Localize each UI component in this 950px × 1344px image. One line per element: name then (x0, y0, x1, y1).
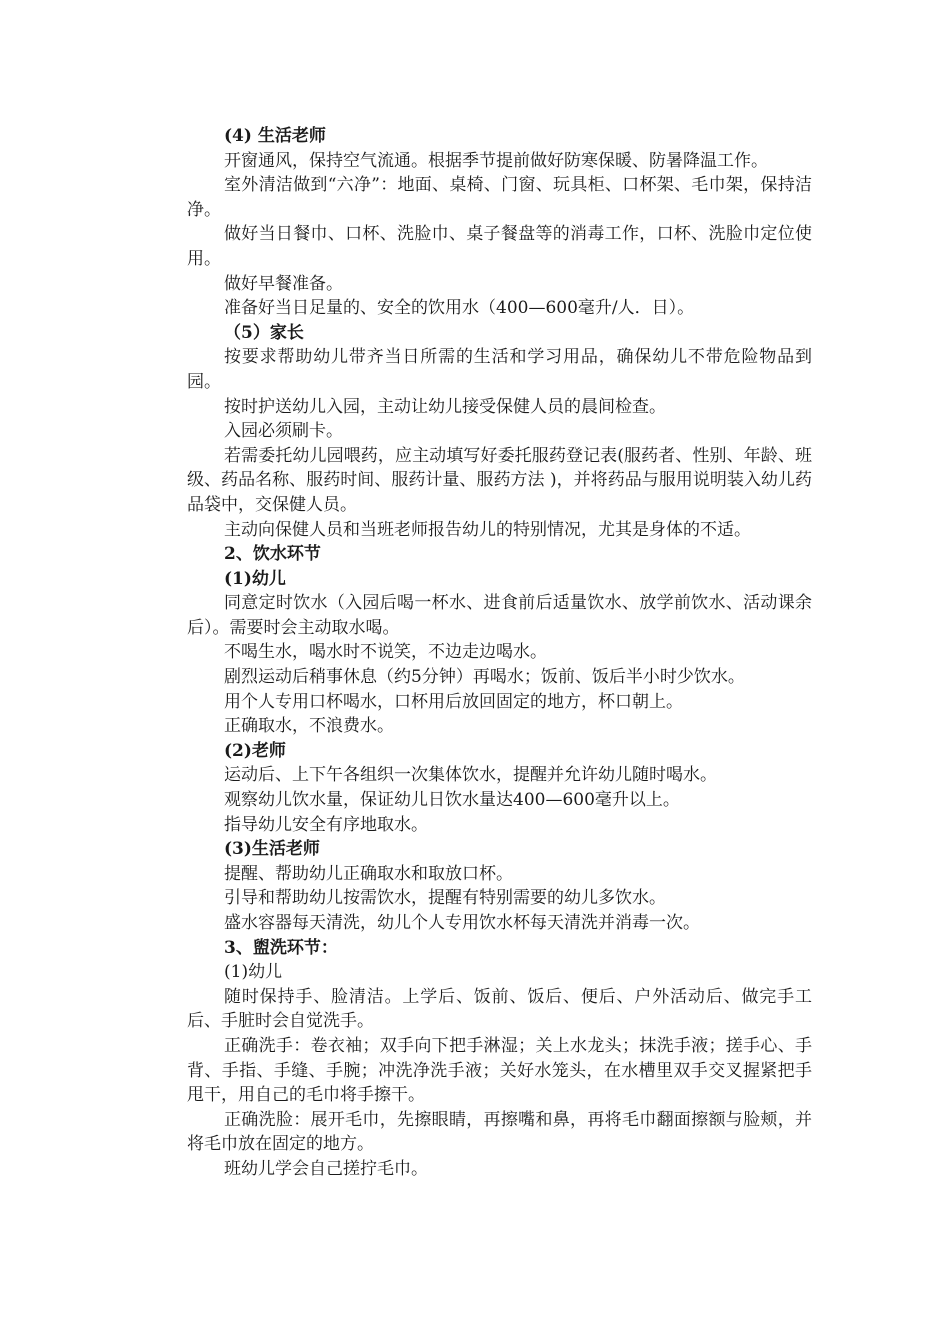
paragraph: 按时护送幼儿入园，主动让幼儿接受保健人员的晨间检查。 (224, 396, 666, 417)
paragraph: 不喝生水，喝水时不说笑，不边走边喝水。 (224, 642, 547, 663)
paragraph: 随时保持手、脸清洁。上学后、饭前、饭后、便后、户外活动后、做完手工后、手脏时会自觉洗手。 (187, 986, 812, 1032)
paragraph: 观察幼儿饮水量，保证幼儿日饮水量达400—600毫升以上。 (224, 790, 680, 811)
paragraph: 做好当日餐巾、口杯、洗脸巾、桌子餐盘等的消毒工作，口杯、洗脸巾定位使用。 (187, 224, 812, 269)
paragraph: 按要求帮助幼儿带齐当日所需的生活和学习用品，确保幼儿不带危险物品到园。 (187, 347, 812, 392)
paragraph: 班幼儿学会自己搓拧毛巾。 (224, 1158, 428, 1179)
paragraph: 主动向保健人员和当班老师报告幼儿的特别情况，尤其是身体的不适。 (224, 519, 751, 540)
subsection-heading: (1)幼儿 (224, 962, 283, 983)
paragraph: 盛水容器每天清洗，幼儿个人专用饮水杯每天清洗并消毒一次。 (224, 913, 700, 933)
paragraph: 入园必须刷卡。 (224, 421, 343, 442)
section-heading: （5）家长 (224, 322, 304, 343)
paragraph: 同意定时饮水（入园后喝一杯水、进食前后适量饮水、放学前饮水、活动课余后）。需要时会主动取水喝。 (187, 593, 812, 638)
section-heading: (3)生活老师 (224, 839, 320, 860)
paragraph: 剧烈运动后稍事休息（约5分钟）再喝水；饭前、饭后半小时少饮水。 (224, 667, 745, 688)
paragraph: 若需委托幼儿园喂药，应主动填写好委托服药登记表(服药者、性别、年龄、班级、药品名称、服药时间、服药计量、服药方法 )，并将药品与服用说明装入幼儿药品袋中，交保健人员。 (187, 445, 812, 515)
section-heading: 2、饮水环节 (224, 544, 321, 565)
paragraph: 指导幼儿安全有序地取水。 (224, 814, 428, 835)
paragraph: 正确洗脸：展开毛巾，先擦眼睛，再擦嘴和鼻，再将毛巾翻面擦额与脸颊，并将毛巾放在固定的地方。 (187, 1109, 812, 1155)
paragraph: 准备好当日足量的、安全的饮用水（400—600毫升/人．日）。 (224, 298, 695, 319)
paragraph: 室外清洁做到“六净”：地面、桌椅、门窗、玩具柜、口杯架、毛巾架，保持洁净。 (187, 175, 812, 220)
section-heading: (4) 生活老师 (224, 126, 326, 146)
paragraph: 正确洗手：卷衣袖；双手向下把手淋湿；关上水龙头；抹洗手液；搓手心、手背、手指、手缝、手腕；冲洗净洗手液；关好水笼头，在水槽里双手交叉握紧把手甩干，用自己的毛巾将手擦干。 (187, 1035, 812, 1106)
section-heading: (2)老师 (224, 740, 286, 761)
section-heading: (1)幼儿 (224, 568, 286, 589)
document-body (187, 124, 812, 1182)
section-heading: 3、盥洗环节： (224, 937, 338, 958)
paragraph: 引导和帮助幼儿按需饮水，提醒有特别需要的幼儿多饮水。 (224, 888, 666, 909)
paragraph: 开窗通风，保持空气流通。根据季节提前做好防寒保暖、防暑降温工作。 (224, 150, 768, 171)
paragraph: 运动后、上下午各组织一次集体饮水，提醒并允许幼儿随时喝水。 (224, 765, 717, 786)
paragraph: 用个人专用口杯喝水，口杯用后放回固定的地方，杯口朝上。 (224, 691, 683, 712)
paragraph: 做好早餐准备。 (224, 273, 343, 294)
paragraph: 正确取水，不浪费水。 (224, 716, 394, 737)
paragraph: 提醒、帮助幼儿正确取水和取放口杯。 (224, 863, 513, 884)
